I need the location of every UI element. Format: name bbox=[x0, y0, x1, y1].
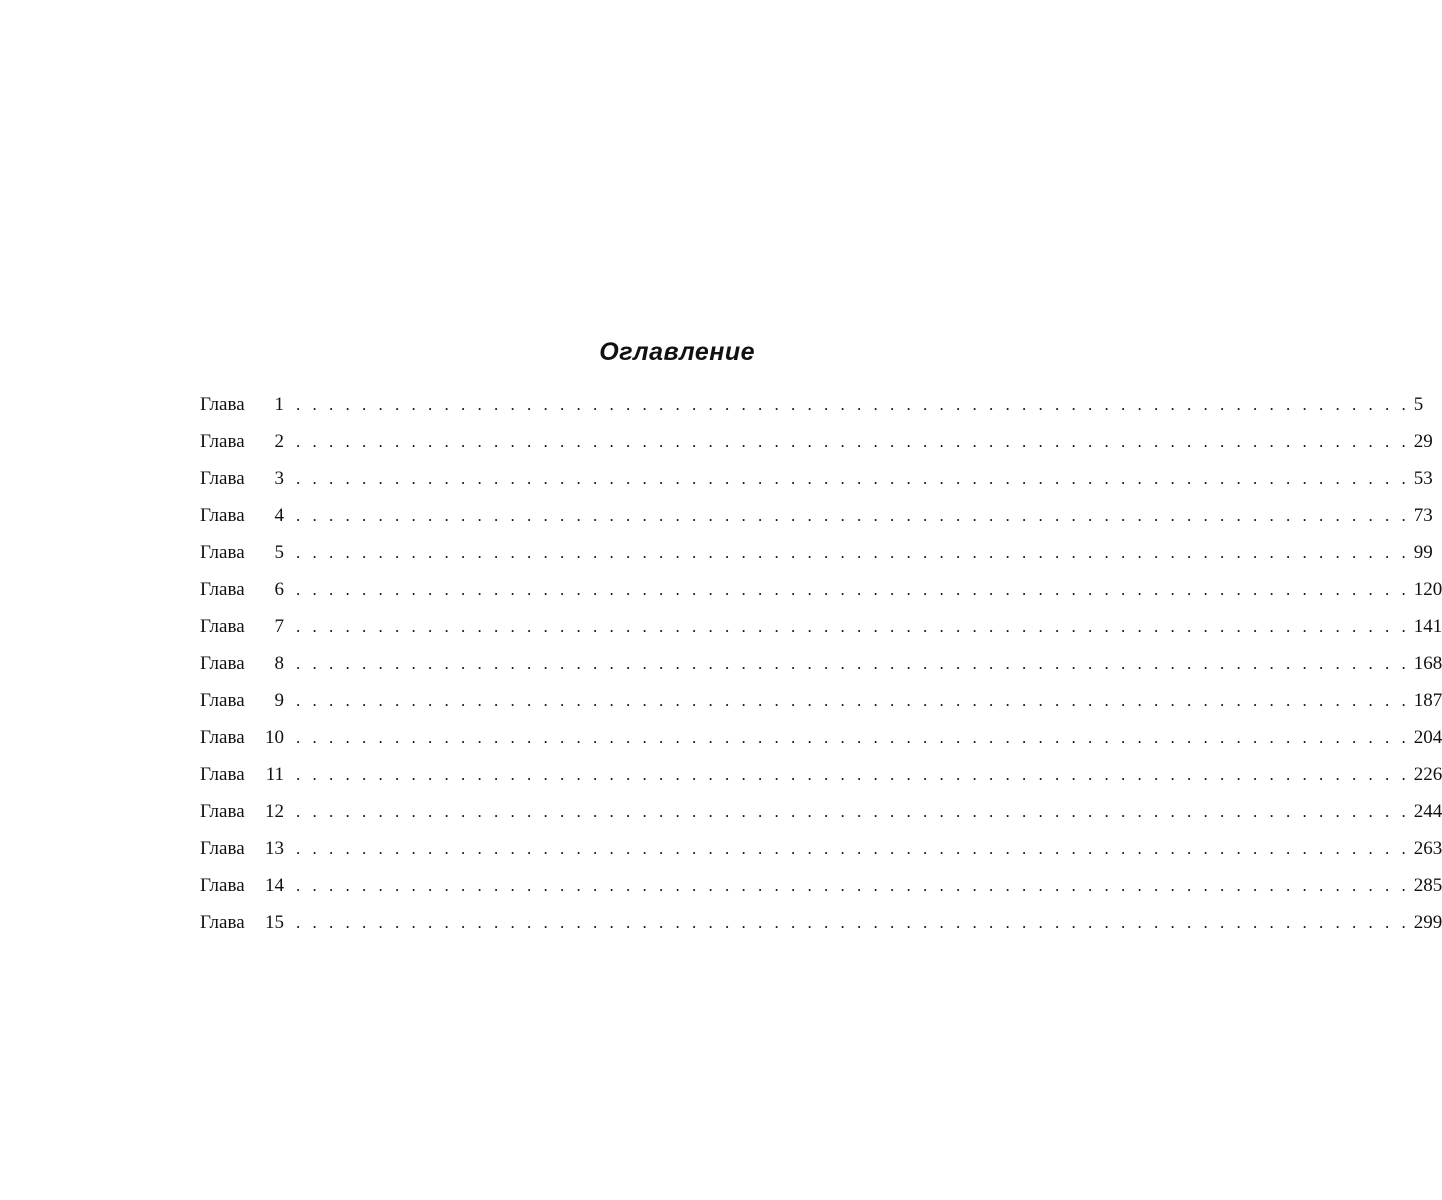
page-number: 141 bbox=[1413, 616, 1442, 637]
toc-title: Оглавление bbox=[599, 338, 755, 366]
chapter-number: 12 bbox=[265, 801, 284, 822]
toc-entry bbox=[200, 801, 1442, 838]
toc-entry bbox=[200, 838, 1442, 875]
chapter-label: Глава bbox=[200, 690, 245, 711]
chapter-number: 8 bbox=[274, 653, 284, 674]
toc-entry bbox=[200, 616, 1442, 653]
chapter-label: Глава bbox=[200, 653, 245, 674]
page-number: 226 bbox=[1413, 764, 1442, 785]
page-number: 53 bbox=[1413, 468, 1433, 489]
toc-entry bbox=[200, 431, 1433, 468]
chapter-number: 5 bbox=[274, 542, 284, 563]
toc-entry bbox=[200, 727, 1442, 764]
chapter-number: 13 bbox=[265, 838, 284, 859]
page-number: 263 bbox=[1413, 838, 1442, 859]
chapter-label: Глава bbox=[200, 431, 245, 452]
page-number: 5 bbox=[1413, 394, 1424, 415]
dot-leader: . . . . . . . . . . . . . . . . . . . . . . . . . . . . . . . . . . . . . . . . . . . . . . . . . . . . . . . . . . . . . . . . . . . . bbox=[296, 802, 1410, 821]
dot-leader: . . . . . . . . . . . . . . . . . . . . . . . . . . . . . . . . . . . . . . . . . . . . . . . . . . . . . . . . . . . . . . . . . . . . bbox=[296, 432, 1410, 451]
chapter-number: 2 bbox=[274, 431, 284, 452]
dot-leader: . . . . . . . . . . . . . . . . . . . . . . . . . . . . . . . . . . . . . . . . . . . . . . . . . . . . . . . . . . . . . . . . . . . . bbox=[296, 765, 1410, 784]
toc-entry bbox=[200, 875, 1442, 912]
page-number: 99 bbox=[1413, 542, 1433, 563]
toc-list bbox=[200, 394, 1442, 949]
toc-entry bbox=[200, 505, 1433, 542]
chapter-number: 4 bbox=[274, 505, 284, 526]
toc-entry bbox=[200, 764, 1442, 801]
toc-entry bbox=[200, 542, 1433, 579]
chapter-label: Глава bbox=[200, 727, 245, 748]
page-number: 187 bbox=[1413, 690, 1442, 711]
page-number: 73 bbox=[1413, 505, 1433, 526]
page-number: 29 bbox=[1413, 431, 1433, 452]
page-number: 204 bbox=[1413, 727, 1442, 748]
toc-entry bbox=[200, 468, 1433, 505]
dot-leader: . . . . . . . . . . . . . . . . . . . . . . . . . . . . . . . . . . . . . . . . . . . . . . . . . . . . . . . . . . . . . . . . . . . . bbox=[296, 469, 1410, 488]
chapter-label: Глава bbox=[200, 875, 245, 896]
chapter-number: 15 bbox=[265, 912, 284, 933]
chapter-number: 11 bbox=[265, 764, 284, 785]
chapter-label: Глава bbox=[200, 912, 245, 933]
chapter-label: Глава bbox=[200, 505, 245, 526]
chapter-label: Глава bbox=[200, 394, 245, 415]
dot-leader: . . . . . . . . . . . . . . . . . . . . . . . . . . . . . . . . . . . . . . . . . . . . . . . . . . . . . . . . . . . . . . . . . . . . bbox=[296, 839, 1410, 858]
toc-entry bbox=[200, 394, 1424, 431]
dot-leader: . . . . . . . . . . . . . . . . . . . . . . . . . . . . . . . . . . . . . . . . . . . . . . . . . . . . . . . . . . . . . . . . . . . . bbox=[296, 691, 1410, 710]
chapter-label: Глава bbox=[200, 616, 245, 637]
toc-entry bbox=[200, 912, 1442, 949]
page-number: 168 bbox=[1413, 653, 1442, 674]
chapter-number: 7 bbox=[274, 616, 284, 637]
dot-leader: . . . . . . . . . . . . . . . . . . . . . . . . . . . . . . . . . . . . . . . . . . . . . . . . . . . . . . . . . . . . . . . . . . . . bbox=[296, 543, 1410, 562]
chapter-label: Глава bbox=[200, 542, 245, 563]
dot-leader: . . . . . . . . . . . . . . . . . . . . . . . . . . . . . . . . . . . . . . . . . . . . . . . . . . . . . . . . . . . . . . . . . . . . bbox=[296, 913, 1410, 932]
dot-leader: . . . . . . . . . . . . . . . . . . . . . . . . . . . . . . . . . . . . . . . . . . . . . . . . . . . . . . . . . . . . . . . . . . . . bbox=[296, 506, 1410, 525]
chapter-label: Глава bbox=[200, 579, 245, 600]
page-number: 120 bbox=[1413, 579, 1442, 600]
chapter-number: 6 bbox=[274, 579, 284, 600]
chapter-number: 14 bbox=[265, 875, 284, 896]
dot-leader: . . . . . . . . . . . . . . . . . . . . . . . . . . . . . . . . . . . . . . . . . . . . . . . . . . . . . . . . . . . . . . . . . . . . bbox=[296, 876, 1410, 895]
chapter-label: Глава bbox=[200, 838, 245, 859]
chapter-label: Глава bbox=[200, 468, 245, 489]
chapter-number: 1 bbox=[274, 394, 284, 415]
page-number: 299 bbox=[1413, 912, 1442, 933]
dot-leader: . . . . . . . . . . . . . . . . . . . . . . . . . . . . . . . . . . . . . . . . . . . . . . . . . . . . . . . . . . . . . . . . . . . . bbox=[296, 654, 1410, 673]
toc-entry bbox=[200, 690, 1442, 727]
page-number: 244 bbox=[1413, 801, 1442, 822]
page-number: 285 bbox=[1413, 875, 1442, 896]
chapter-number: 9 bbox=[274, 690, 284, 711]
chapter-label: Глава bbox=[200, 801, 245, 822]
toc-entry bbox=[200, 579, 1442, 616]
chapter-number: 3 bbox=[274, 468, 284, 489]
dot-leader: . . . . . . . . . . . . . . . . . . . . . . . . . . . . . . . . . . . . . . . . . . . . . . . . . . . . . . . . . . . . . . . . . . . . bbox=[296, 728, 1410, 747]
chapter-number: 10 bbox=[265, 727, 284, 748]
chapter-label: Глава bbox=[200, 764, 245, 785]
toc-entry bbox=[200, 653, 1442, 690]
dot-leader: . . . . . . . . . . . . . . . . . . . . . . . . . . . . . . . . . . . . . . . . . . . . . . . . . . . . . . . . . . . . . . . . . . . . bbox=[296, 395, 1410, 414]
dot-leader: . . . . . . . . . . . . . . . . . . . . . . . . . . . . . . . . . . . . . . . . . . . . . . . . . . . . . . . . . . . . . . . . . . . . bbox=[296, 580, 1410, 599]
dot-leader: . . . . . . . . . . . . . . . . . . . . . . . . . . . . . . . . . . . . . . . . . . . . . . . . . . . . . . . . . . . . . . . . . . . . bbox=[296, 617, 1410, 636]
